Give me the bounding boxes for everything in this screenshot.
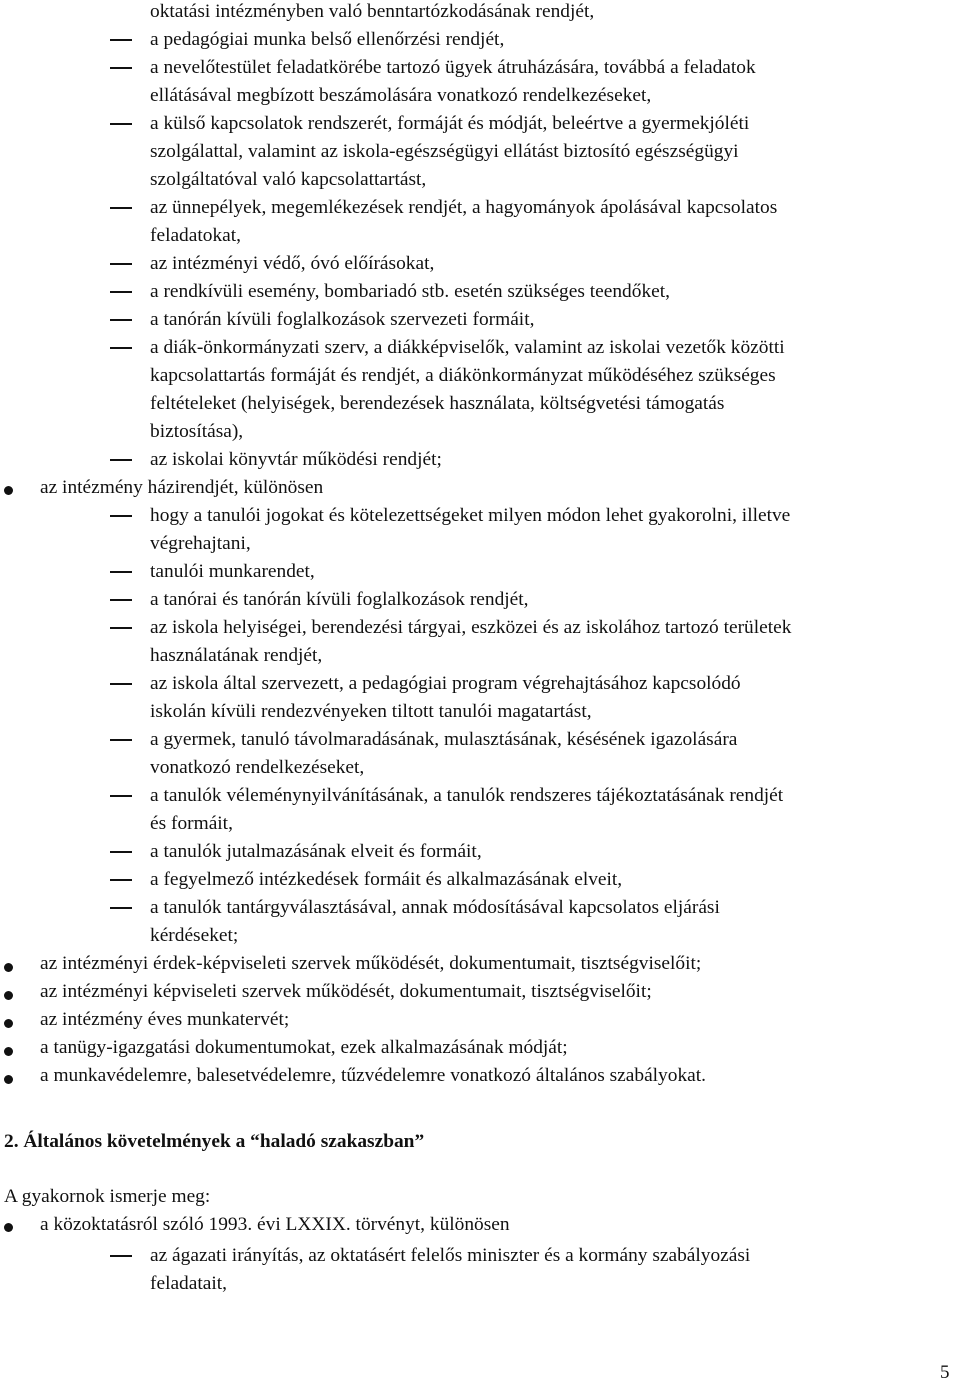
text-line: biztosítása), (150, 421, 244, 442)
text-line: a pedagógiai munka belső ellenőrzési rendjét, (150, 29, 505, 50)
section-heading: 2. Általános követelmények a “haladó szakaszban” (4, 1131, 425, 1152)
text-line: a gyermek, tanuló távolmaradásának, mulasztásának, késésének igazolására (150, 729, 738, 750)
list-item: a közoktatásról szóló 1993. évi LXXIX. törvényt, különösen (40, 1214, 510, 1235)
dash-marker (110, 347, 132, 349)
text-line: tanulói munkarendet, (150, 561, 315, 582)
text-line: iskolán kívüli rendezvényeken tiltott tanulói magatartást, (150, 701, 592, 722)
text-line: szolgálattal, valamint az iskola-egészségügyi ellátást biztosító egészségügyi (150, 141, 739, 162)
text-line: a tanulók véleménynyilvánításának, a tanulók rendszeres tájékoztatásának rendjét (150, 785, 784, 806)
bullet-marker (4, 1075, 13, 1084)
dash-marker (110, 599, 132, 601)
text-line: feladatait, (150, 1273, 227, 1294)
dash-marker (110, 263, 132, 265)
dash-marker (110, 291, 132, 293)
text-line: az iskolai könyvtár működési rendjét; (150, 449, 442, 470)
dash-marker (110, 879, 132, 881)
text-line: a tanulók jutalmazásának elveit és formáit, (150, 841, 482, 862)
dash-marker (110, 123, 132, 125)
text-line: feladatokat, (150, 225, 241, 246)
text-line: oktatási intézményben való benntartózkodásának rendjét, (150, 1, 595, 22)
text-line: szolgáltatóval való kapcsolattartást, (150, 169, 427, 190)
text-line: az ünnepélyek, megemlékezések rendjét, a hagyományok ápolásával kapcsolatos (150, 197, 778, 218)
text-line: az ágazati irányítás, az oktatásért felelős miniszter és a kormány szabályozási (150, 1245, 751, 1266)
list-item: az intézményi képviseleti szervek működését, dokumentumait, tisztségviselőit; (40, 981, 652, 1002)
dash-marker (110, 683, 132, 685)
text-line: kérdéseket; (150, 925, 239, 946)
dash-marker (110, 39, 132, 41)
text-line: a tanórai és tanórán kívüli foglalkozások rendjét, (150, 589, 529, 610)
dash-marker (110, 739, 132, 741)
dash-marker (110, 207, 132, 209)
text-line: ellátásával megbízott beszámolására vonatkozó rendelkezéseket, (150, 85, 652, 106)
bullet-marker (4, 991, 13, 1000)
text-line: kapcsolattartás formáját és rendjét, a diákönkormányzat működéséhez szükséges (150, 365, 776, 386)
list-item: az intézményi érdek-képviseleti szervek működését, dokumentumait, tisztségviselőit; (40, 953, 702, 974)
dash-marker (110, 1255, 132, 1257)
bullet-marker (4, 1223, 13, 1232)
text-line: használatának rendjét, (150, 645, 323, 666)
text-line: a tanulók tantárgyválasztásával, annak módosításával kapcsolatos eljárási (150, 897, 720, 918)
text-line: hogy a tanulói jogokat és kötelezettségeket milyen módon lehet gyakorolni, illetve (150, 505, 791, 526)
bullet-marker (4, 1019, 13, 1028)
text-line: az intézményi védő, óvó előírásokat, (150, 253, 435, 274)
dash-marker (110, 851, 132, 853)
text-line: a tanórán kívüli foglalkozások szervezeti formáit, (150, 309, 535, 330)
dash-marker (110, 459, 132, 461)
text-line: az iskola helyiségei, berendezési tárgyai, eszközei és az iskolához tartozó területek (150, 617, 792, 638)
bullet-marker (4, 1047, 13, 1056)
text-line: a külső kapcsolatok rendszerét, formáját és módját, beleértve a gyermekjóléti (150, 113, 750, 134)
intro-text: A gyakornok ismerje meg: (4, 1186, 211, 1207)
text-line: végrehajtani, (150, 533, 251, 554)
bullet-marker (4, 486, 13, 495)
list-item: az intézmény házirendjét, különösen (40, 477, 324, 498)
text-line: a nevelőtestület feladatkörébe tartozó ügyek átruházására, továbbá a feladatok (150, 57, 756, 78)
text-line: a diák-önkormányzati szerv, a diákképviselők, valamint az iskolai vezetők közötti (150, 337, 785, 358)
list-item: az intézmény éves munkatervét; (40, 1009, 290, 1030)
list-item: a munkavédelemre, balesetvédelemre, tűzvédelemre vonatkozó általános szabályokat. (40, 1065, 706, 1086)
text-line: feltételeket (helyiségek, berendezések használata, költségvetési támogatás (150, 393, 725, 414)
bullet-marker (4, 963, 13, 972)
text-line: vonatkozó rendelkezéseket, (150, 757, 365, 778)
dash-marker (110, 795, 132, 797)
text-line: az iskola által szervezett, a pedagógiai program végrehajtásához kapcsolódó (150, 673, 741, 694)
dash-marker (110, 515, 132, 517)
text-line: a rendkívüli esemény, bombariadó stb. esetén szükséges teendőket, (150, 281, 670, 302)
dash-marker (110, 907, 132, 909)
page-number: 5 (940, 1362, 950, 1383)
dash-marker (110, 571, 132, 573)
dash-marker (110, 67, 132, 69)
list-item: a tanügy-igazgatási dokumentumokat, ezek alkalmazásának módját; (40, 1037, 568, 1058)
text-line: és formáit, (150, 813, 233, 834)
dash-marker (110, 627, 132, 629)
dash-marker (110, 319, 132, 321)
text-line: a fegyelmező intézkedések formáit és alkalmazásának elveit, (150, 869, 623, 890)
